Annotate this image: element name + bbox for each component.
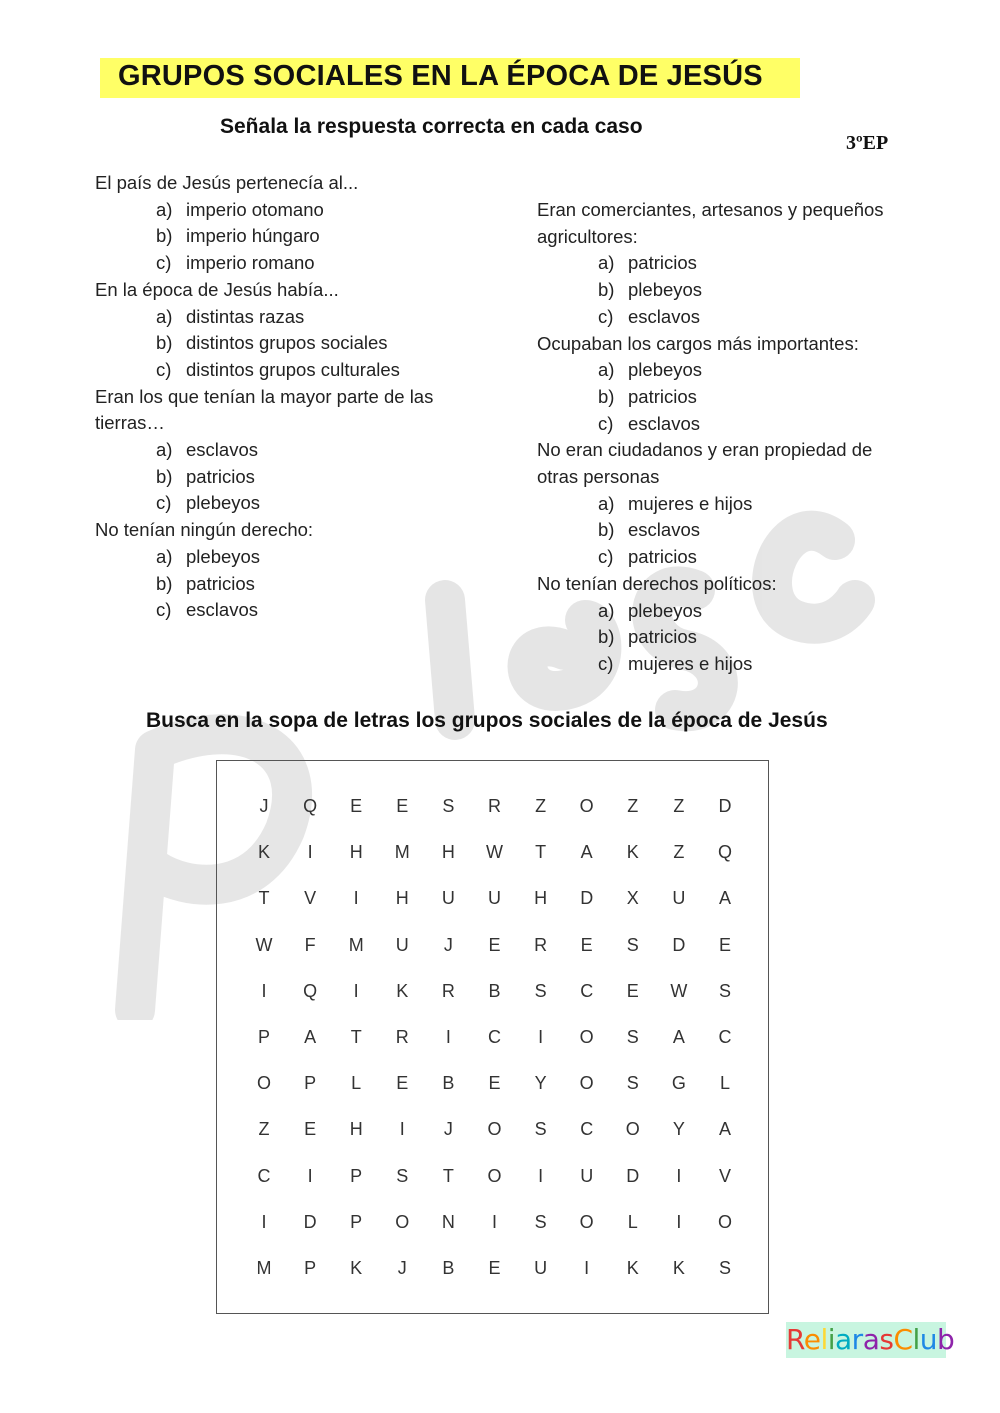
grid-letter[interactable]: C xyxy=(488,1027,501,1047)
grid-letter[interactable]: S xyxy=(718,980,731,1001)
grid-row xyxy=(217,888,768,912)
answer-option[interactable] xyxy=(537,250,917,277)
grid-letter[interactable]: U xyxy=(534,1258,548,1278)
option-text: patricios xyxy=(628,385,697,407)
grid-letter[interactable]: F xyxy=(304,934,316,955)
grid-letter[interactable]: A xyxy=(672,1027,685,1047)
answer-option[interactable] xyxy=(95,464,495,491)
option-text: plebeyos xyxy=(186,545,261,567)
option-letter: c) xyxy=(156,358,172,380)
answer-option[interactable] xyxy=(95,330,495,357)
logo-letter: s xyxy=(879,1323,894,1356)
option-text: distintos grupos culturales xyxy=(186,358,400,380)
option-letter: b) xyxy=(598,279,615,301)
option-text: distintos grupos sociales xyxy=(186,332,388,354)
grid-letter[interactable]: W xyxy=(255,934,273,955)
grid-letter[interactable]: U xyxy=(441,888,455,909)
grid-letter[interactable]: T xyxy=(350,1027,362,1047)
answer-option[interactable] xyxy=(537,357,917,384)
option-letter: b) xyxy=(156,225,173,247)
grid-letter[interactable]: I xyxy=(584,1258,590,1278)
grid-letter[interactable]: I xyxy=(307,1165,313,1186)
grid-letter[interactable]: N xyxy=(441,1211,455,1232)
grid-letter[interactable]: R xyxy=(488,796,501,816)
grid-letter[interactable]: C xyxy=(580,1119,594,1140)
logo-letter: C xyxy=(893,1323,913,1356)
grid-letter[interactable]: H xyxy=(395,888,409,909)
grid-letter[interactable]: U xyxy=(488,888,501,909)
word-search-grid xyxy=(216,760,769,1314)
grid-letter[interactable]: R xyxy=(441,980,455,1001)
answer-options xyxy=(95,197,495,277)
grid-letter[interactable]: Z xyxy=(627,796,639,816)
grid-letter[interactable]: K xyxy=(626,1258,639,1278)
grid-letter[interactable]: E xyxy=(396,796,409,816)
option-text: esclavos xyxy=(186,599,258,621)
grid-letter[interactable]: I xyxy=(676,1211,682,1232)
grid-letter[interactable]: B xyxy=(488,980,501,1001)
answer-option[interactable] xyxy=(537,598,917,625)
answer-option[interactable] xyxy=(95,571,495,598)
grid-letter[interactable]: Y xyxy=(672,1119,685,1140)
grid-letter[interactable]: W xyxy=(670,980,688,1001)
grid-letter[interactable]: S xyxy=(534,980,547,1001)
option-text: imperio húngaro xyxy=(186,225,320,247)
question-block xyxy=(537,437,917,571)
grid-letter[interactable]: E xyxy=(488,1073,501,1094)
grid-row xyxy=(217,1073,768,1097)
option-text: esclavos xyxy=(628,305,700,327)
grid-letter[interactable]: I xyxy=(445,1027,451,1047)
answer-option[interactable] xyxy=(95,490,495,517)
grid-row xyxy=(217,981,768,1005)
option-letter: b) xyxy=(156,332,173,354)
option-text: esclavos xyxy=(628,412,700,434)
option-letter: a) xyxy=(598,492,615,514)
logo-letter: a xyxy=(835,1323,852,1356)
grid-letter[interactable]: I xyxy=(399,1119,405,1140)
grid-letter[interactable]: E xyxy=(580,934,593,955)
answer-option[interactable] xyxy=(537,304,917,331)
option-letter: a) xyxy=(598,252,615,274)
grid-letter[interactable]: P xyxy=(304,1258,317,1278)
option-letter: c) xyxy=(598,546,614,568)
option-text: mujeres e hijos xyxy=(628,652,753,674)
option-letter: c) xyxy=(156,599,172,621)
word-search-heading: Busca en la sopa de letras los grupos sociales de la época de Jesús xyxy=(146,709,828,732)
grid-letter[interactable]: S xyxy=(626,934,639,955)
grid-letter[interactable]: M xyxy=(256,1258,272,1278)
option-text: patricios xyxy=(628,626,697,648)
grid-letter[interactable]: S xyxy=(534,1211,547,1232)
grid-letter[interactable]: S xyxy=(396,1165,409,1186)
grid-letter[interactable]: K xyxy=(257,842,270,863)
grid-letter[interactable]: R xyxy=(534,934,548,955)
question-text: Ocupaban los cargos más importantes: xyxy=(537,332,859,354)
grid-letter[interactable]: O xyxy=(487,1165,502,1186)
grid-letter[interactable]: D xyxy=(718,796,732,816)
answer-option[interactable] xyxy=(95,197,495,224)
grid-letter[interactable]: H xyxy=(534,888,548,909)
grid-letter[interactable]: I xyxy=(538,1165,544,1186)
answer-options xyxy=(537,598,917,678)
question-text: No tenían derechos políticos: xyxy=(537,572,777,594)
option-text: patricios xyxy=(186,572,255,594)
grid-letter[interactable]: H xyxy=(349,842,363,863)
answer-option[interactable] xyxy=(537,544,917,571)
option-letter: b) xyxy=(156,572,173,594)
grid-letter[interactable]: J xyxy=(443,1119,453,1140)
grid-row xyxy=(217,842,768,866)
grid-letter[interactable]: S xyxy=(718,1258,731,1278)
option-letter: c) xyxy=(598,305,614,327)
option-text: esclavos xyxy=(186,439,258,461)
question-block xyxy=(95,277,495,384)
grid-letter[interactable]: O xyxy=(395,1211,410,1232)
option-letter: a) xyxy=(598,359,615,381)
grid-row xyxy=(217,1212,768,1236)
question-block xyxy=(95,170,495,277)
grid-letter[interactable]: L xyxy=(351,1073,362,1094)
option-text: mujeres e hijos xyxy=(628,492,753,514)
grid-letter[interactable]: S xyxy=(534,1119,547,1140)
answer-options xyxy=(537,250,917,330)
option-letter: a) xyxy=(156,545,173,567)
grid-letter[interactable]: V xyxy=(304,888,317,909)
reliarasclub-logo xyxy=(786,1322,955,1358)
question-block xyxy=(537,571,917,678)
grid-letter[interactable]: U xyxy=(395,934,409,955)
option-text: plebeyos xyxy=(628,279,703,301)
grid-letter[interactable]: Z xyxy=(673,796,685,816)
question-block xyxy=(95,517,495,624)
grid-letter[interactable]: E xyxy=(350,796,363,816)
grid-letter[interactable]: P xyxy=(350,1165,363,1186)
grid-letter[interactable]: K xyxy=(626,842,639,863)
option-letter: b) xyxy=(598,626,615,648)
answer-option[interactable] xyxy=(95,250,495,277)
grid-letter[interactable]: M xyxy=(394,842,410,863)
answer-options xyxy=(537,491,917,571)
logo-letter: r xyxy=(851,1323,863,1356)
answer-option[interactable] xyxy=(537,277,917,304)
logo-letter: l xyxy=(820,1323,828,1356)
question-text: El país de Jesús pertenecía al... xyxy=(95,172,359,193)
grid-letter[interactable]: W xyxy=(486,842,503,863)
option-text: imperio romano xyxy=(186,252,315,274)
grid-letter[interactable]: T xyxy=(258,888,270,909)
grid-letter[interactable]: R xyxy=(395,1027,409,1047)
option-letter: c) xyxy=(156,252,172,274)
grid-letter[interactable]: T xyxy=(442,1165,454,1186)
grid-letter[interactable]: D xyxy=(626,1165,640,1186)
option-letter: c) xyxy=(156,492,172,514)
answer-option[interactable] xyxy=(537,624,917,651)
grid-letter[interactable]: E xyxy=(488,934,501,955)
grid-letter[interactable]: I xyxy=(538,1027,544,1047)
grid-letter[interactable]: J xyxy=(259,796,269,816)
question-text: No eran ciudadanos y eran propiedad de otras personas xyxy=(537,439,873,488)
grid-letter[interactable]: Z xyxy=(535,796,547,816)
grid-letter[interactable]: C xyxy=(718,1027,732,1047)
option-letter: a) xyxy=(156,439,173,461)
question-block xyxy=(95,384,495,518)
grid-letter[interactable]: J xyxy=(397,1258,407,1278)
option-text: patricios xyxy=(186,465,255,487)
grid-letter[interactable]: C xyxy=(580,980,594,1001)
question-block xyxy=(537,331,917,438)
grid-letter[interactable]: I xyxy=(261,1211,267,1232)
grid-letter[interactable]: L xyxy=(719,1073,730,1094)
grid-letter[interactable]: M xyxy=(348,934,364,955)
option-text: patricios xyxy=(628,252,697,274)
grid-letter[interactable]: O xyxy=(579,1211,594,1232)
answer-options xyxy=(95,437,495,517)
grid-letter[interactable]: H xyxy=(349,1119,363,1140)
option-letter: b) xyxy=(598,519,615,541)
grid-letter[interactable]: C xyxy=(257,1165,271,1186)
grid-letter[interactable]: S xyxy=(442,796,455,816)
grid-letter[interactable]: D xyxy=(303,1211,317,1232)
grid-letter[interactable]: U xyxy=(672,888,686,909)
option-text: plebeyos xyxy=(628,599,703,621)
answer-option[interactable] xyxy=(537,651,917,678)
grid-letter[interactable]: O xyxy=(579,1073,594,1094)
option-text: patricios xyxy=(628,546,697,568)
logo-letter: u xyxy=(919,1323,938,1356)
option-text: distintas razas xyxy=(186,305,305,327)
option-text: plebeyos xyxy=(186,492,261,514)
option-text: plebeyos xyxy=(628,359,703,381)
answer-option[interactable] xyxy=(95,544,495,571)
option-letter: a) xyxy=(156,198,173,220)
grid-letter[interactable]: O xyxy=(256,1073,271,1094)
grid-letter[interactable]: I xyxy=(307,842,313,863)
grid-letter[interactable]: B xyxy=(442,1258,455,1278)
option-text: esclavos xyxy=(628,519,700,541)
answer-option[interactable] xyxy=(537,384,917,411)
answer-option[interactable] xyxy=(95,437,495,464)
grid-row xyxy=(217,1119,768,1143)
grid-letter[interactable]: I xyxy=(353,980,359,1001)
logo-letter: b xyxy=(937,1323,955,1356)
answer-option[interactable] xyxy=(537,517,917,544)
grid-letter[interactable]: A xyxy=(580,842,593,863)
answer-options xyxy=(537,357,917,437)
questions-left-column xyxy=(95,170,495,624)
question-text: No tenían ningún derecho: xyxy=(95,519,314,541)
answer-options xyxy=(95,304,495,384)
answer-option[interactable] xyxy=(95,357,495,384)
grid-letter[interactable]: O xyxy=(625,1119,640,1140)
page-title: GRUPOS SOCIALES EN LA ÉPOCA DE JESÚS xyxy=(118,60,763,92)
grid-letter[interactable]: V xyxy=(718,1165,731,1186)
question-block xyxy=(537,197,917,331)
grid-letter[interactable]: H xyxy=(441,842,455,863)
grid-letter[interactable]: B xyxy=(442,1073,455,1094)
option-letter: b) xyxy=(598,385,615,407)
question-text: En la época de Jesús había... xyxy=(95,278,339,300)
grid-letter[interactable]: Q xyxy=(303,980,318,1001)
grid-row xyxy=(217,935,768,959)
answer-option[interactable] xyxy=(95,223,495,250)
grid-letter[interactable]: P xyxy=(350,1211,363,1232)
grid-row xyxy=(217,796,768,820)
grid-letter[interactable]: Y xyxy=(534,1073,547,1094)
answer-option[interactable] xyxy=(537,491,917,518)
logo-letter: R xyxy=(786,1323,804,1356)
logo-letter: i xyxy=(827,1323,835,1356)
grid-letter[interactable]: K xyxy=(396,980,409,1001)
answer-option[interactable] xyxy=(537,411,917,438)
grid-letter[interactable]: A xyxy=(304,1027,317,1047)
option-letter: c) xyxy=(598,652,614,674)
question-text: Eran comerciantes, artesanos y pequeños agricultores: xyxy=(537,199,884,247)
option-letter: b) xyxy=(156,465,173,487)
grid-letter[interactable]: O xyxy=(487,1119,502,1140)
grid-letter[interactable]: I xyxy=(491,1211,497,1232)
grade-label: 3ºEP xyxy=(846,132,889,154)
logo-letter: e xyxy=(803,1323,821,1356)
grid-row xyxy=(217,1258,768,1282)
instructions-subtitle: Señala la respuesta correcta en cada caso xyxy=(220,115,643,138)
grid-letter[interactable]: E xyxy=(396,1073,409,1094)
grid-letter[interactable]: D xyxy=(580,888,594,909)
grid-letter[interactable]: S xyxy=(626,1027,639,1047)
option-letter: c) xyxy=(598,412,614,434)
question-text: Eran los que tenían la mayor parte de las tierras… xyxy=(95,385,434,434)
grid-letter[interactable]: E xyxy=(488,1258,501,1278)
grid-letter[interactable]: K xyxy=(672,1258,685,1278)
grid-letter[interactable]: A xyxy=(718,888,731,909)
grid-letter[interactable]: E xyxy=(626,980,639,1001)
grid-letter[interactable]: G xyxy=(671,1073,686,1094)
grid-letter[interactable]: E xyxy=(304,1119,317,1140)
grid-letter[interactable]: L xyxy=(627,1211,638,1232)
grid-letter[interactable]: Z xyxy=(258,1119,270,1140)
answer-options xyxy=(95,544,495,624)
grid-letter[interactable]: Z xyxy=(673,842,685,863)
grid-letter[interactable]: O xyxy=(579,796,594,816)
grid-letter[interactable]: D xyxy=(672,934,686,955)
option-letter: a) xyxy=(598,599,615,621)
logo-letter: a xyxy=(862,1323,880,1356)
grid-letter[interactable]: P xyxy=(304,1073,317,1094)
grid-letter[interactable]: I xyxy=(353,888,359,909)
grid-letter[interactable]: O xyxy=(579,1027,594,1047)
grid-letter[interactable]: I xyxy=(676,1165,682,1186)
grid-letter[interactable]: Q xyxy=(717,842,732,863)
grid-row xyxy=(217,1027,768,1051)
grid-letter[interactable]: X xyxy=(626,888,639,909)
answer-option[interactable] xyxy=(95,597,495,624)
logo-letter: l xyxy=(912,1323,920,1356)
option-letter: a) xyxy=(156,305,173,327)
grid-letter[interactable]: I xyxy=(261,980,267,1001)
option-text: imperio otomano xyxy=(186,198,324,220)
grid-letter[interactable]: S xyxy=(626,1073,639,1094)
grid-letter[interactable]: U xyxy=(580,1165,594,1186)
questions-right-column xyxy=(537,197,917,678)
grid-letter[interactable]: Q xyxy=(303,796,318,816)
grid-row xyxy=(217,1166,768,1190)
answer-option[interactable] xyxy=(95,304,495,331)
grid-letter[interactable]: K xyxy=(350,1258,363,1278)
grid-letter[interactable]: J xyxy=(443,934,453,955)
grid-letter[interactable]: P xyxy=(257,1027,270,1047)
grid-letter[interactable]: O xyxy=(717,1211,732,1232)
grid-letter[interactable]: T xyxy=(535,842,547,863)
grid-letter[interactable]: E xyxy=(718,934,731,955)
grid-letter[interactable]: A xyxy=(718,1119,731,1140)
